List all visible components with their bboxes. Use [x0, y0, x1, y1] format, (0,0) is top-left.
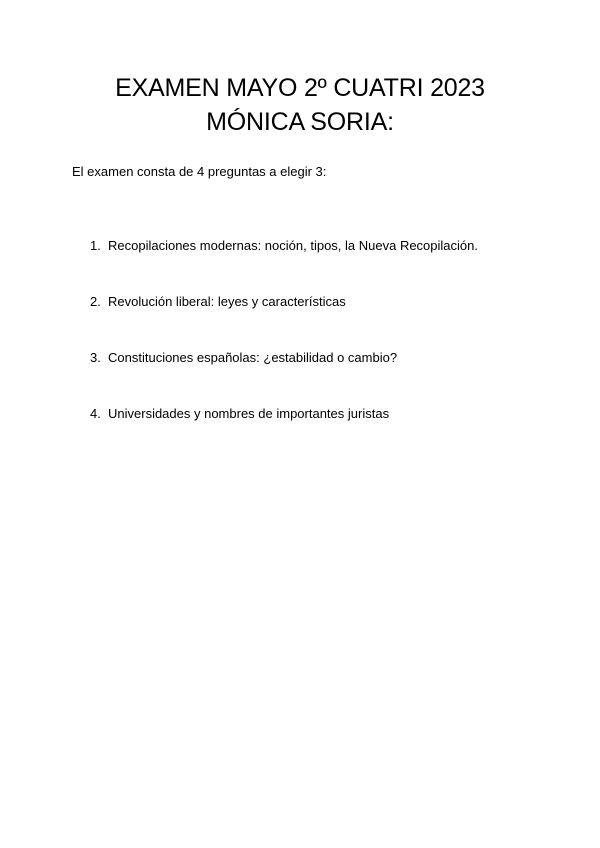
question-item [90, 405, 570, 423]
question-text: Constituciones españolas: ¿estabilidad o cambio? [108, 350, 398, 365]
question-item [90, 293, 570, 311]
question-number: 4. [90, 406, 101, 421]
question-item [90, 349, 570, 367]
question-number: 3. [90, 350, 101, 365]
question-number: 2. [90, 294, 101, 309]
question-text: Revolución liberal: leyes y características [108, 294, 346, 309]
question-item [90, 237, 570, 255]
question-text: Universidades y nombres de importantes juristas [108, 406, 390, 421]
document-subtitle: MÓNICA SORIA: [206, 108, 394, 136]
intro-text: El examen consta de 4 preguntas a elegir 3: [72, 164, 327, 179]
question-text: Recopilaciones modernas: noción, tipos, la Nueva Recopilación. [108, 238, 478, 253]
question-number: 1. [90, 238, 101, 253]
document-title: EXAMEN MAYO 2º CUATRI 2023 [115, 74, 485, 102]
